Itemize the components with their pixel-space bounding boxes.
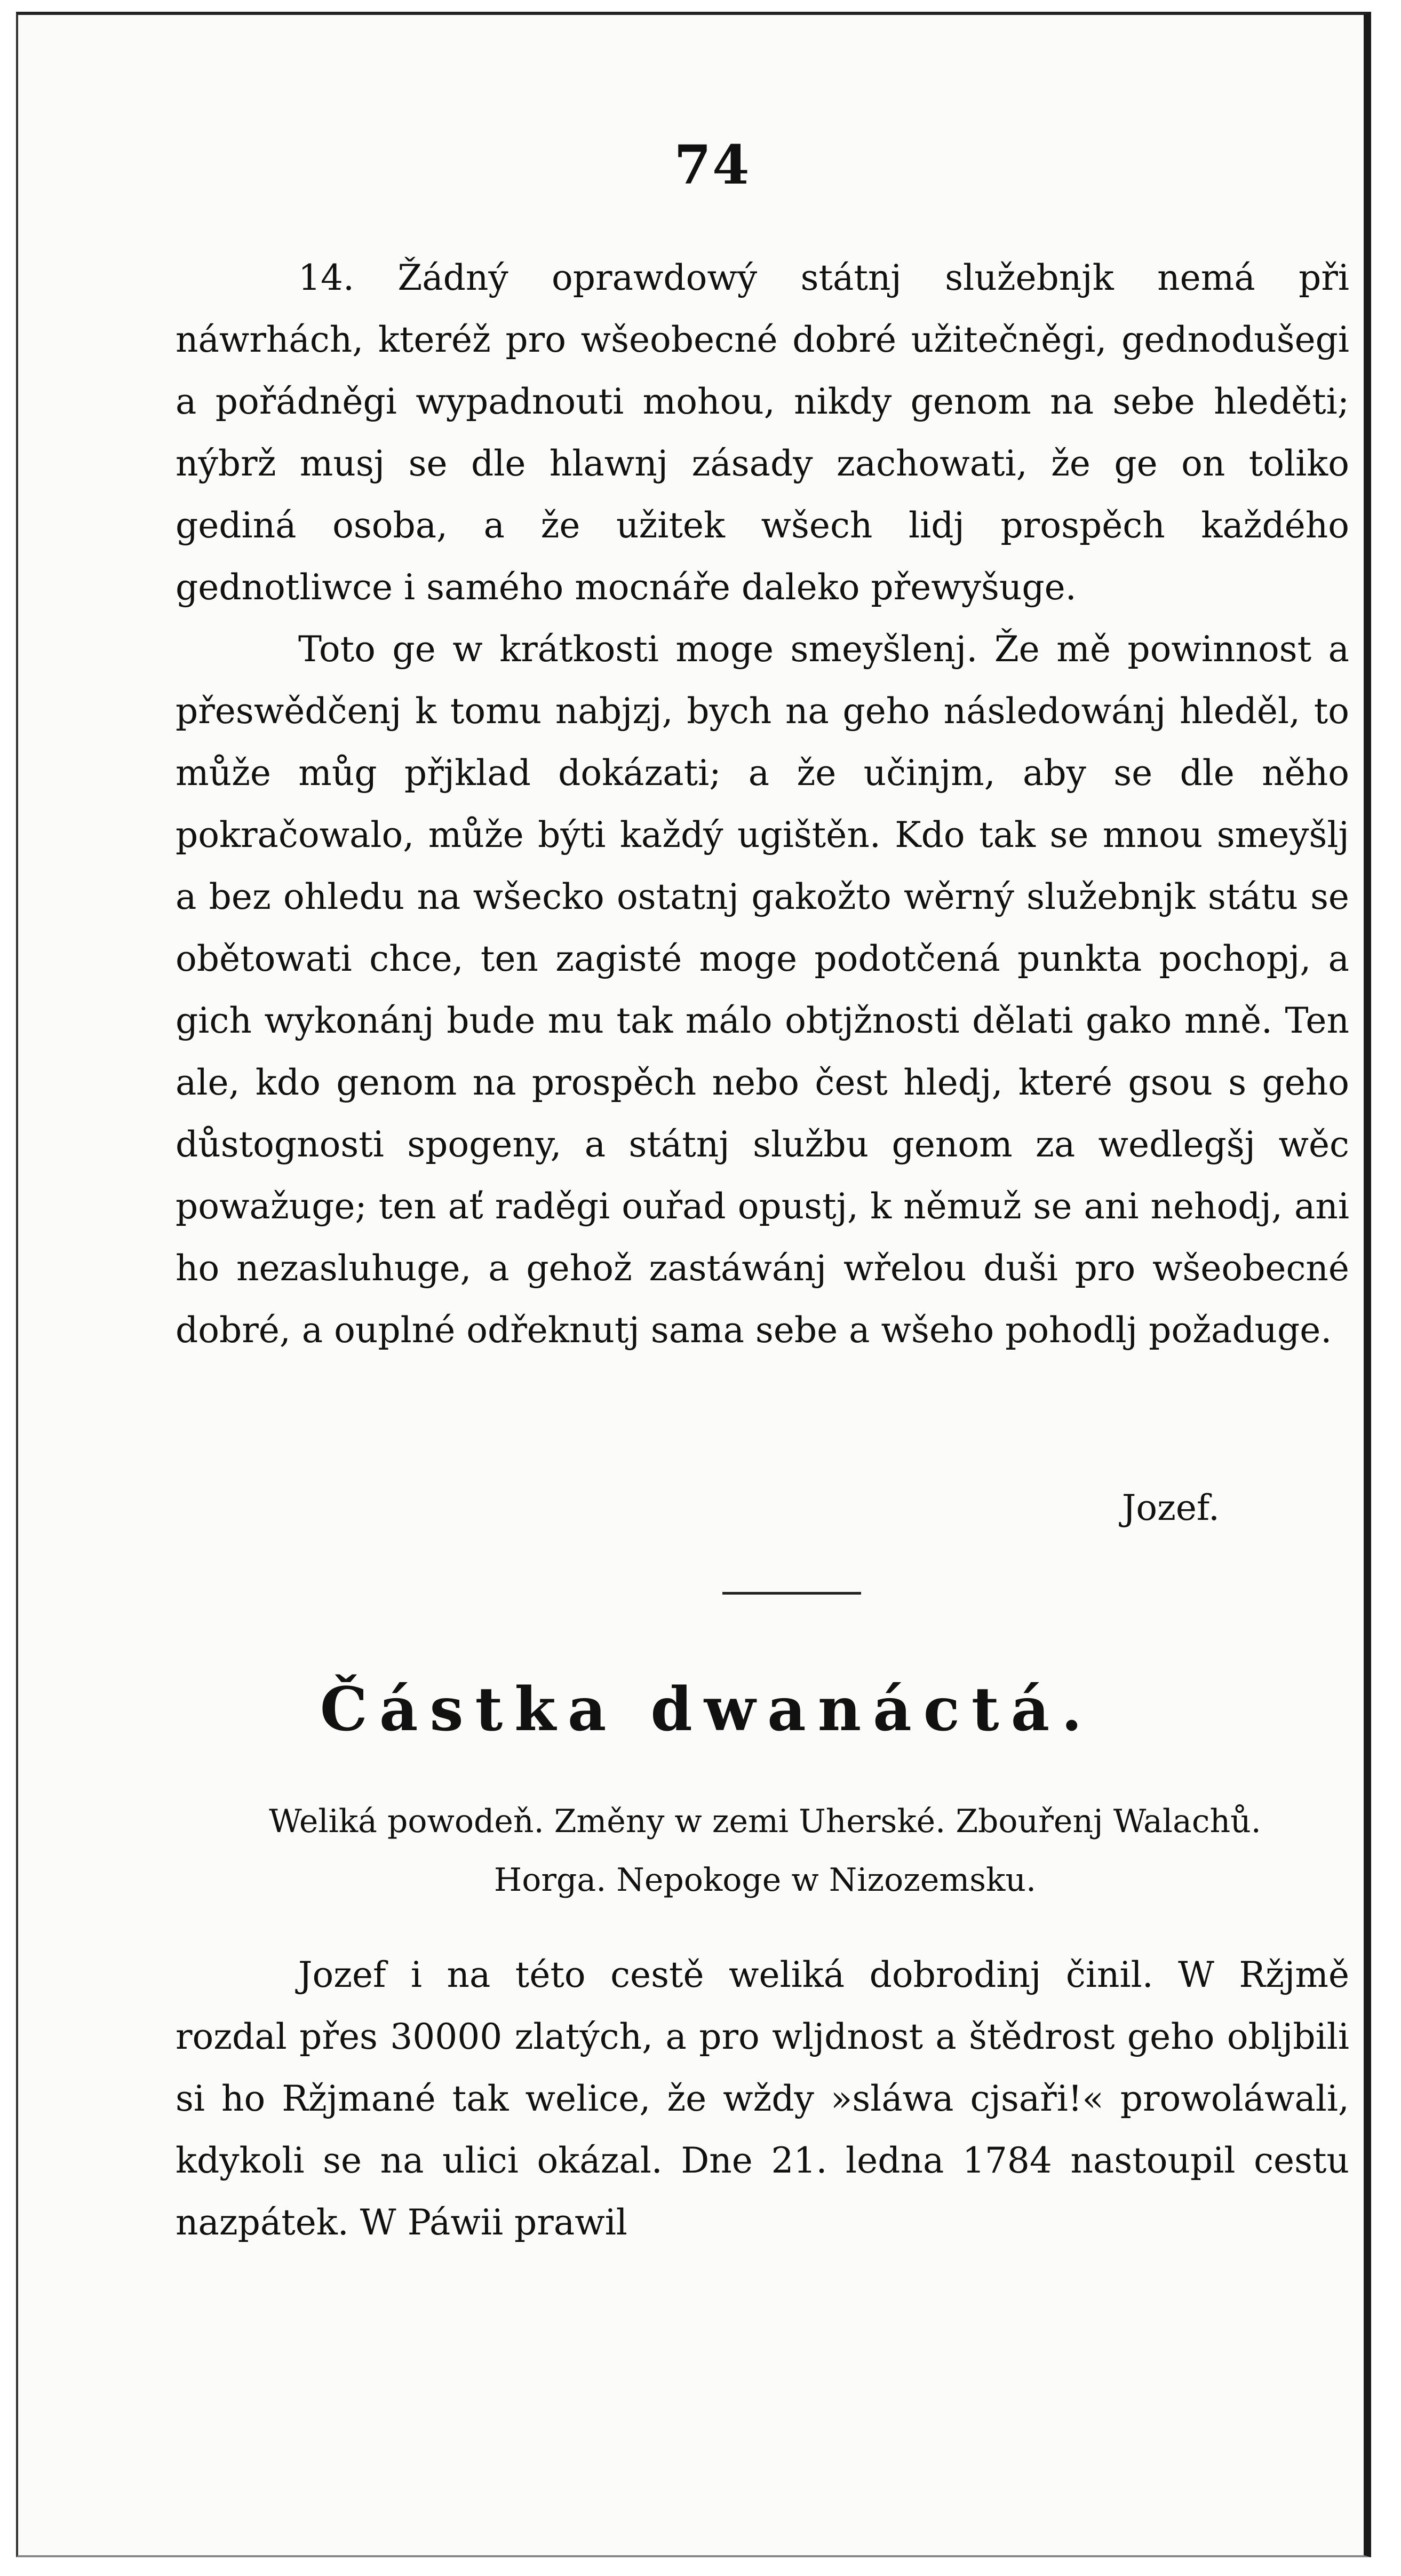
page-number: 74: [674, 133, 751, 196]
paragraph-closing: Toto ge w krátkosti moge smeyšlenj. Že mě powinnost a přeswědčenj k tomu nabjzj, bych na geho následowánj hleděl, to může můg přjklad dokázati; a že učinjm, aby se dle něho pokračowalo, může býti každý ugištěn. Kdo tak se mnou smeyšlj a bez ohledu na wšecko ostatnj gakožto wěrný služebnjk státu se obětowati chce, ten zagisté moge podotčená punkta pochopj, a gich wykonánj bude mu tak málo obtjžnosti dělati gako mně. Ten ale, kdo genom na prospěch nebo čest hledj, které gsou s geho důstognosti spogeny, a státnj službu genom za wedlegšj wěc powažuge; ten ať raděgi ouřad opustj, k němuž se ani nehodj, ani ho nezasluhuge, a gehož zastáwánj wřelou duši pro wšeobecné dobré, a ouplné odřeknutj sama sebe a wšeho pohodlj požaduge.: [176, 629, 1349, 1351]
paragraph-chapter-opening: Jozef i na této cestě weliká dobrodinj činil. W Ržjmě rozdal přes 30000 zlatých, a pro wljdnost a štědrost geho obljbili si ho Ržjmané tak welice, že wždy »sláwa cjsaři!« prowoláwali, kdykoli se na ulici okázal. Dne 21. ledna 1784 nastoupil cestu nazpátek. W Páwii prawil: [176, 1954, 1349, 2243]
signature: Jozef.: [1121, 1487, 1220, 1528]
chapter-title: Částka dwanáctá.: [320, 1675, 1094, 1745]
chapter-body: [176, 1944, 1349, 2254]
letter-body: [176, 247, 1349, 1361]
book-page: [16, 12, 1371, 2557]
chapter-summary-line: Horga. Nepokoge w Nizozemsku.: [493, 1861, 1037, 1899]
chapter-summary: [178, 1792, 1352, 1909]
paragraph-point-14: 14. Žádný oprawdowý státnj služebnjk nemá při náwrhách, kteréž pro wšeobecné dobré užitečněgi, gednodušegi a pořádněgi wypadnouti mohou, nikdy genom na sebe hleděti; nýbrž musj se dle hlawnj zásady zachowati, že ge on toliko gediná osoba, a že užitek wšech lidj prospěch každého gednotliwce i samého mocnáře daleko přewyšuge.: [176, 257, 1349, 608]
chapter-summary-line: Weliká powodeň. Změny w zemi Uherské. Zbouřenj Walachů.: [269, 1803, 1261, 1840]
section-divider: [722, 1592, 861, 1595]
